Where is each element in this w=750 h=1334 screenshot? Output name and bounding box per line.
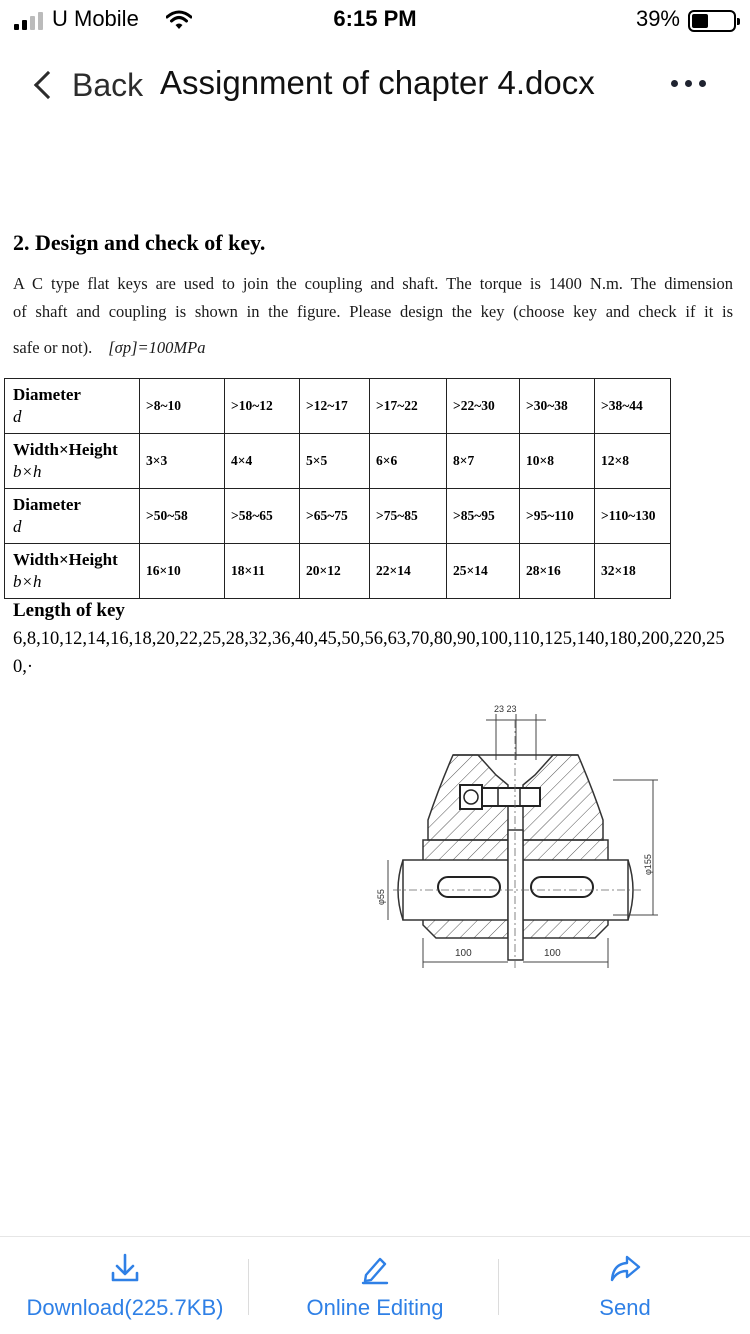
table-cell: 28×16 — [520, 544, 595, 599]
table-cell: >30~38 — [520, 379, 595, 434]
table-row — [5, 379, 671, 434]
table-cell: 32×18 — [595, 544, 671, 599]
key-length-values: 6,8,10,12,14,16,18,20,22,25,28,32,36,40,45,50,56,63,70,80,90,100,110,125,140,180,200,220,250,· — [13, 629, 725, 677]
shaft-diameter-label: φ55 — [376, 889, 386, 905]
back-button[interactable] — [28, 62, 143, 108]
paragraph-line: of shaft and coupling is shown in the figure. Please design the key (choose key and check if it is — [13, 302, 733, 321]
download-label: Download(225.7KB) — [26, 1295, 224, 1320]
table-cell: 10×8 — [520, 434, 595, 489]
row-header — [5, 434, 140, 489]
send-label: Send — [599, 1295, 651, 1320]
pencil-icon — [358, 1251, 392, 1285]
table-cell: >95~110 — [520, 489, 595, 544]
table-cell: 16×10 — [140, 544, 225, 599]
paragraph-line: safe or not). — [13, 338, 93, 357]
table-cell: 5×5 — [300, 434, 370, 489]
row-symbol: b×h — [13, 572, 42, 591]
problem-paragraph — [13, 270, 733, 362]
key-length-title: Length of key — [13, 600, 125, 621]
table-cell: 22×14 — [370, 544, 447, 599]
row-symbol: b×h — [13, 462, 42, 481]
table-cell: >12~17 — [300, 379, 370, 434]
allowable-stress-formula: [σp]=100MPa — [108, 338, 206, 357]
row-label: Diameter — [13, 385, 81, 404]
right-length-label: 100 — [544, 948, 561, 959]
online-editing-label: Online Editing — [306, 1295, 444, 1320]
more-horizontal-icon[interactable] — [671, 80, 706, 87]
outer-diameter-label: φ155 — [643, 854, 653, 875]
toolbar-divider — [248, 1259, 249, 1315]
send-button[interactable] — [510, 1237, 740, 1334]
table-cell: >110~130 — [595, 489, 671, 544]
download-button[interactable] — [10, 1237, 240, 1334]
row-label: Width×Height — [13, 440, 118, 459]
status-time: 6:15 PM — [333, 6, 417, 31]
table-cell: >65~75 — [300, 489, 370, 544]
row-label: Diameter — [13, 495, 81, 514]
paragraph-line-last — [13, 334, 733, 362]
table-cell: 20×12 — [300, 544, 370, 599]
table-cell: 8×7 — [447, 434, 520, 489]
row-symbol: d — [13, 407, 22, 426]
table-cell: >8~10 — [140, 379, 225, 434]
table-cell: >75~85 — [370, 489, 447, 544]
table-cell: >22~30 — [447, 379, 520, 434]
top-dimension-label: 23 23 — [494, 704, 517, 714]
table-cell: 12×8 — [595, 434, 671, 489]
carrier-name: U Mobile — [52, 6, 139, 31]
table-cell: >50~58 — [140, 489, 225, 544]
table-cell: >85~95 — [447, 489, 520, 544]
download-icon — [108, 1251, 142, 1285]
row-header — [5, 544, 140, 599]
battery-icon — [688, 10, 736, 32]
table-row — [5, 489, 671, 544]
key-dimension-table — [4, 378, 671, 599]
table-cell: >58~65 — [225, 489, 300, 544]
table-cell: >17~22 — [370, 379, 447, 434]
paragraph-line: A C type flat keys are used to join the coupling and shaft. The torque is 1400 N.m. The dimension — [13, 274, 733, 293]
table-row — [5, 434, 671, 489]
row-label: Width×Height — [13, 550, 118, 569]
toolbar-divider — [498, 1259, 499, 1315]
table-cell: >38~44 — [595, 379, 671, 434]
row-header — [5, 379, 140, 434]
row-header — [5, 489, 140, 544]
battery-percent: 39% — [635, 6, 680, 31]
table-cell: >10~12 — [225, 379, 300, 434]
document-title: Assignment of chapter 4.docx — [160, 64, 595, 101]
navigation-bar — [0, 50, 750, 120]
back-label: Back — [72, 66, 144, 103]
table-cell: 3×3 — [140, 434, 225, 489]
section-heading: 2. Design and check of key. — [13, 230, 266, 255]
coupling-drawing — [358, 700, 658, 975]
online-editing-button[interactable] — [260, 1237, 490, 1334]
bottom-toolbar — [0, 1236, 750, 1334]
table-cell: 6×6 — [370, 434, 447, 489]
share-arrow-icon — [608, 1251, 642, 1285]
table-row — [5, 544, 671, 599]
table-cell: 4×4 — [225, 434, 300, 489]
status-bar — [0, 0, 750, 40]
chevron-left-icon — [34, 71, 62, 99]
table-cell: 25×14 — [447, 544, 520, 599]
left-length-label: 100 — [455, 948, 472, 959]
table-cell: 18×11 — [225, 544, 300, 599]
row-symbol: d — [13, 517, 22, 536]
